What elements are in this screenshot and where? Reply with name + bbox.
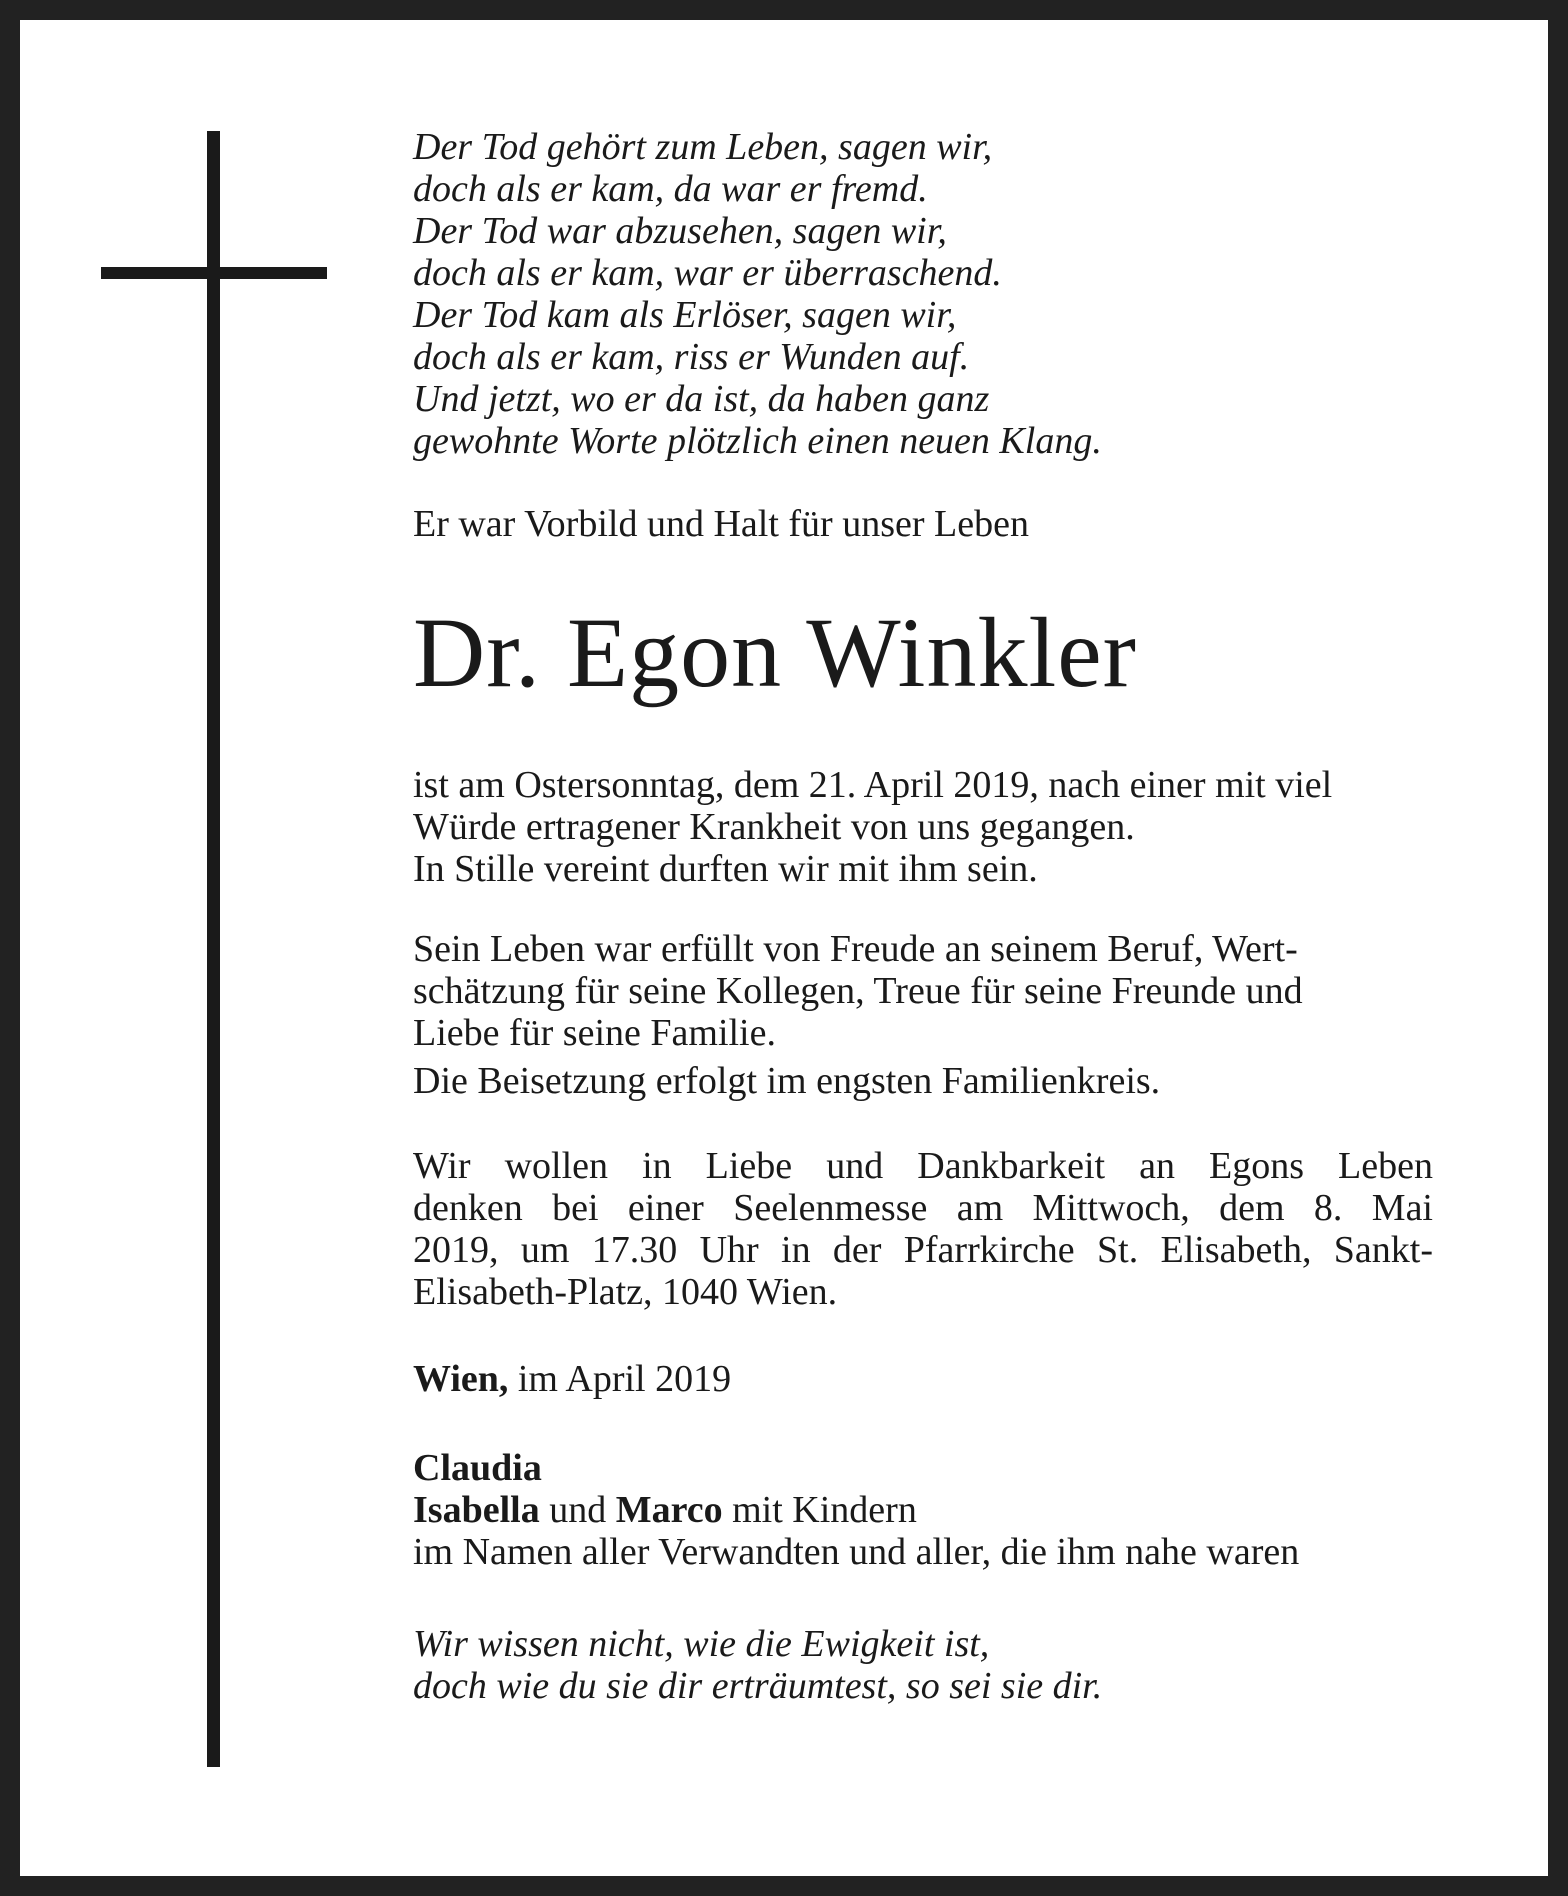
poem <box>413 126 1433 462</box>
signer-line <box>413 1447 1433 1489</box>
cross-horizontal-bar <box>101 267 327 279</box>
place-city: Wien, <box>413 1358 509 1400</box>
cross-vertical-bar <box>207 131 220 1767</box>
passing-line: ist am Ostersonntag, dem 21. April 2019, nach einer mit viel <box>413 764 1333 806</box>
mass-line: 2019, um 17.30 Uhr in der Pfarrkirche St. Elisabeth, Sankt- <box>413 1229 1433 1271</box>
life-line: schätzung für seine Kollegen, Treue für seine Freunde und <box>413 970 1303 1012</box>
signer-name: Isabella <box>413 1489 540 1531</box>
signer-relatives: im Namen aller Verwandten und aller, die ihm nahe waren <box>413 1531 1300 1573</box>
closing-line: Wir wissen nicht, wie die Ewigkeit ist, <box>413 1623 990 1665</box>
burial-notice: Die Beisetzung erfolgt im engsten Familienkreis. <box>413 1060 1161 1102</box>
mass-line: denken bei einer Seelenmesse am Mittwoch, dem 8. Mai <box>413 1187 1433 1229</box>
poem-line: Der Tod war abzusehen, sagen wir, <box>413 210 947 252</box>
signers <box>413 1447 1433 1573</box>
poem-line: Der Tod kam als Erlöser, sagen wir, <box>413 294 957 336</box>
memorial-mass-notice <box>413 1145 1433 1313</box>
motto: Er war Vorbild und Halt für unser Leben <box>413 503 1029 545</box>
deceased-name: Dr. Egon Winkler <box>413 597 1137 708</box>
poem-line: gewohnte Worte plötzlich einen neuen Klang. <box>413 420 1102 462</box>
passing-notice <box>413 764 1433 890</box>
poem-line: Der Tod gehört zum Leben, sagen wir, <box>413 126 993 168</box>
mass-line: Wir wollen in Liebe und Dankbarkeit an Egons Leben <box>413 1145 1433 1187</box>
obituary-content <box>413 126 1433 1707</box>
place-date: im April 2019 <box>508 1358 732 1400</box>
signer-name: Claudia <box>413 1447 542 1489</box>
signer-connector: und <box>539 1489 616 1531</box>
signer-suffix: mit Kindern <box>722 1489 917 1531</box>
closing-line: doch wie du sie dir erträumtest, so sei sie dir. <box>413 1665 1103 1707</box>
life-description <box>413 928 1433 1054</box>
signer-line <box>413 1489 1433 1531</box>
passing-line: In Stille vereint durften wir mit ihm sein. <box>413 848 1038 890</box>
closing-verse <box>413 1623 1433 1707</box>
poem-line: doch als er kam, da war er fremd. <box>413 168 928 210</box>
place-and-date <box>413 1358 1433 1400</box>
poem-line: doch als er kam, riss er Wunden auf. <box>413 336 970 378</box>
life-line: Sein Leben war erfüllt von Freude an seinem Beruf, Wert- <box>413 928 1298 970</box>
poem-line: Und jetzt, wo er da ist, da haben ganz <box>413 378 990 420</box>
life-line: Liebe für seine Familie. <box>413 1012 776 1054</box>
passing-line: Würde ertragener Krankheit von uns gegangen. <box>413 806 1135 848</box>
poem-line: doch als er kam, war er überraschend. <box>413 252 1002 294</box>
signer-name: Marco <box>615 1489 723 1531</box>
mass-line: Elisabeth-Platz, 1040 Wien. <box>413 1271 838 1313</box>
